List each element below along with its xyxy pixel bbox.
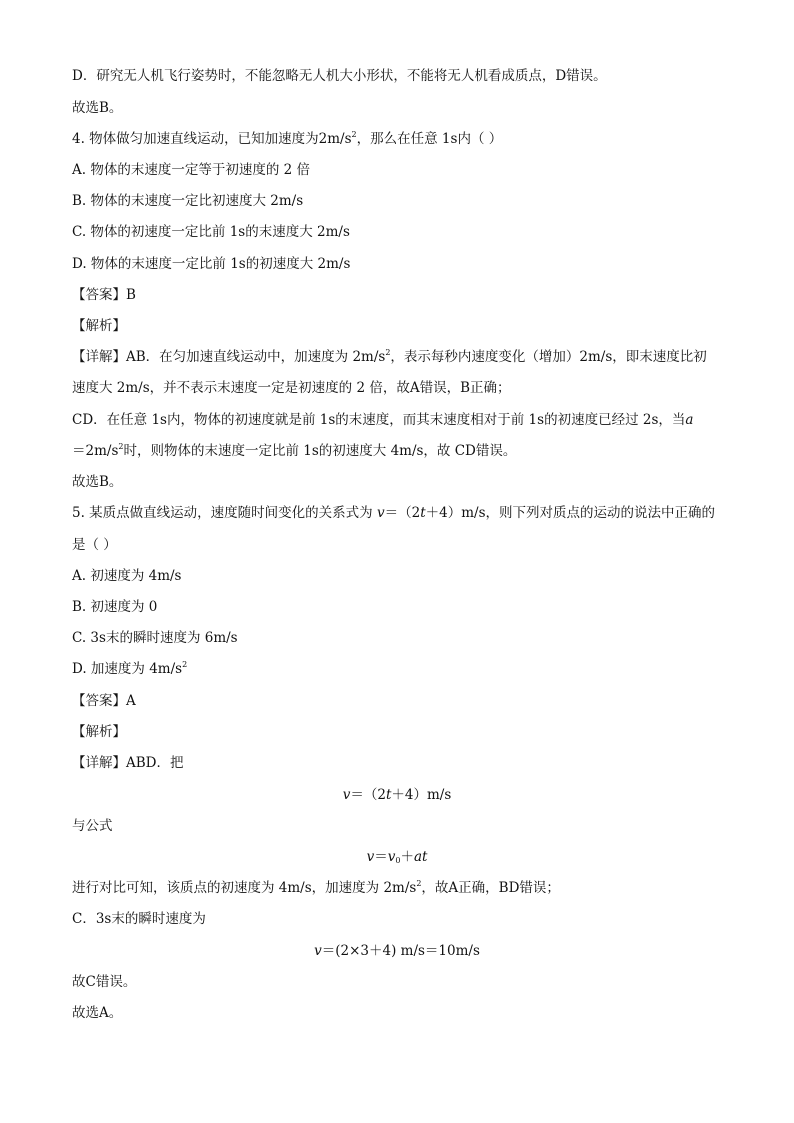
text: 【解析】 [72,724,126,740]
question-4-stem [72,129,722,149]
formula-2 [72,847,722,867]
text: A. 初速度为 4m/s [72,568,182,584]
variable: v [342,787,351,803]
text: B. 物体的末速度一定比初速度大 2m/s [72,193,304,209]
variable: v [366,849,375,865]
option-a [72,160,722,180]
variable: a [685,412,694,428]
text-line [72,1003,722,1023]
text: 【详解】AB．在匀加速直线运动中，加速度为 2m/s [72,349,386,365]
text: 【答案】B [72,287,136,303]
superscript: 2 [385,348,391,357]
text: D. 物体的末速度一定比前 1s的初速度大 2m/s [72,256,351,272]
text: A. 物体的末速度一定等于初速度的 2 倍 [72,162,311,178]
text: ，表示每秒内速度变化（增加）2m/s，即末速度比初 [390,349,707,365]
text: 进行对比可知，该质点的初速度为 4m/s，加速度为 2m/s [72,880,417,896]
text: 故选A。 [72,1005,123,1021]
text: C. 3s末的瞬时速度为 6m/s [72,630,238,646]
text: 5. 某质点做直线运动，速度随时间变化的关系式为 [72,505,373,521]
text: B. 初速度为 0 [72,599,158,615]
text-line [72,816,722,836]
text: 与公式 [72,818,113,834]
option-d [72,254,722,274]
text: 速度大 2m/s，并不表示末速度一定是初速度的 2 倍，故A错误，B正确； [72,380,511,396]
option-c [72,222,722,242]
text: ，故A正确，BD错误； [421,880,560,896]
text: C．3s末的瞬时速度为 [72,911,206,927]
text-line [72,972,722,992]
text: ，那么在任意 1s内（ ） [356,131,503,147]
text-line [72,98,722,118]
explanation-line [72,753,722,773]
option-c [72,628,722,648]
explanation-line [72,441,722,461]
text: 【详解】ABD．把 [72,755,184,771]
text: ＝（2 [384,505,421,521]
text: ＝2m/s [72,443,119,459]
text: 故选B。 [72,100,123,116]
text: ＝(2×3＋4) m/s＝10m/s [321,943,480,959]
text: ＋4）m/s，则下列对质点的运动的说法中正确的 [425,505,716,521]
option-d [72,659,722,679]
superscript: 2 [118,442,124,451]
answer-label [72,691,722,711]
text: 4. 物体做匀加速直线运动，已知加速度为2m/s [72,131,352,147]
option-a [72,566,722,586]
variable: t [385,787,392,803]
explanation-line [72,410,722,430]
text: C. 物体的初速度一定比前 1s的末速度大 2m/s [72,224,350,240]
explanation-line [72,378,722,398]
explanation-line [72,878,722,898]
variable: v [376,505,385,521]
text: 故C错误。 [72,974,137,990]
text: 【解析】 [72,318,126,334]
text: D．研究无人机飞行姿势时，不能忽略无人机大小形状，不能将无人机看成质点，D错误。 [72,68,607,84]
answer-label [72,285,722,305]
text: ＋4）m/s [391,787,452,803]
variable: v [387,849,396,865]
option-b [72,191,722,211]
superscript: 2 [182,660,188,669]
explanation-line [72,909,722,929]
text-line [72,472,722,492]
text: 故选B。 [72,474,123,490]
text: 【答案】A [72,693,136,709]
text: D. 加速度为 4m/s [72,661,183,677]
analysis-label [72,722,722,742]
text: ＝ [374,849,388,865]
variable: v [314,943,322,959]
variable: at [413,849,428,865]
variable: t [420,505,426,521]
superscript: 2 [416,879,422,888]
analysis-label [72,316,722,336]
formula-1 [72,785,722,805]
subscript: 0 [395,856,401,865]
superscript: 2 [351,130,357,139]
formula-3 [72,941,722,961]
text-line [72,66,722,86]
option-b [72,597,722,617]
text: 是（ ） [72,537,117,553]
explanation-line [72,347,722,367]
text: CD．在任意 1s内，物体的初速度就是前 1s的末速度，而其末速度相对于前 1s的初速度已经过 2s，当 [72,412,686,428]
question-5-stem [72,503,722,523]
question-5-stem-cont [72,535,722,555]
text: ＝（2 [350,787,386,803]
text: ＋ [400,849,414,865]
text: 时，则物体的末速度一定比前 1s的初速度大 4m/s，故 CD错误。 [123,443,517,459]
